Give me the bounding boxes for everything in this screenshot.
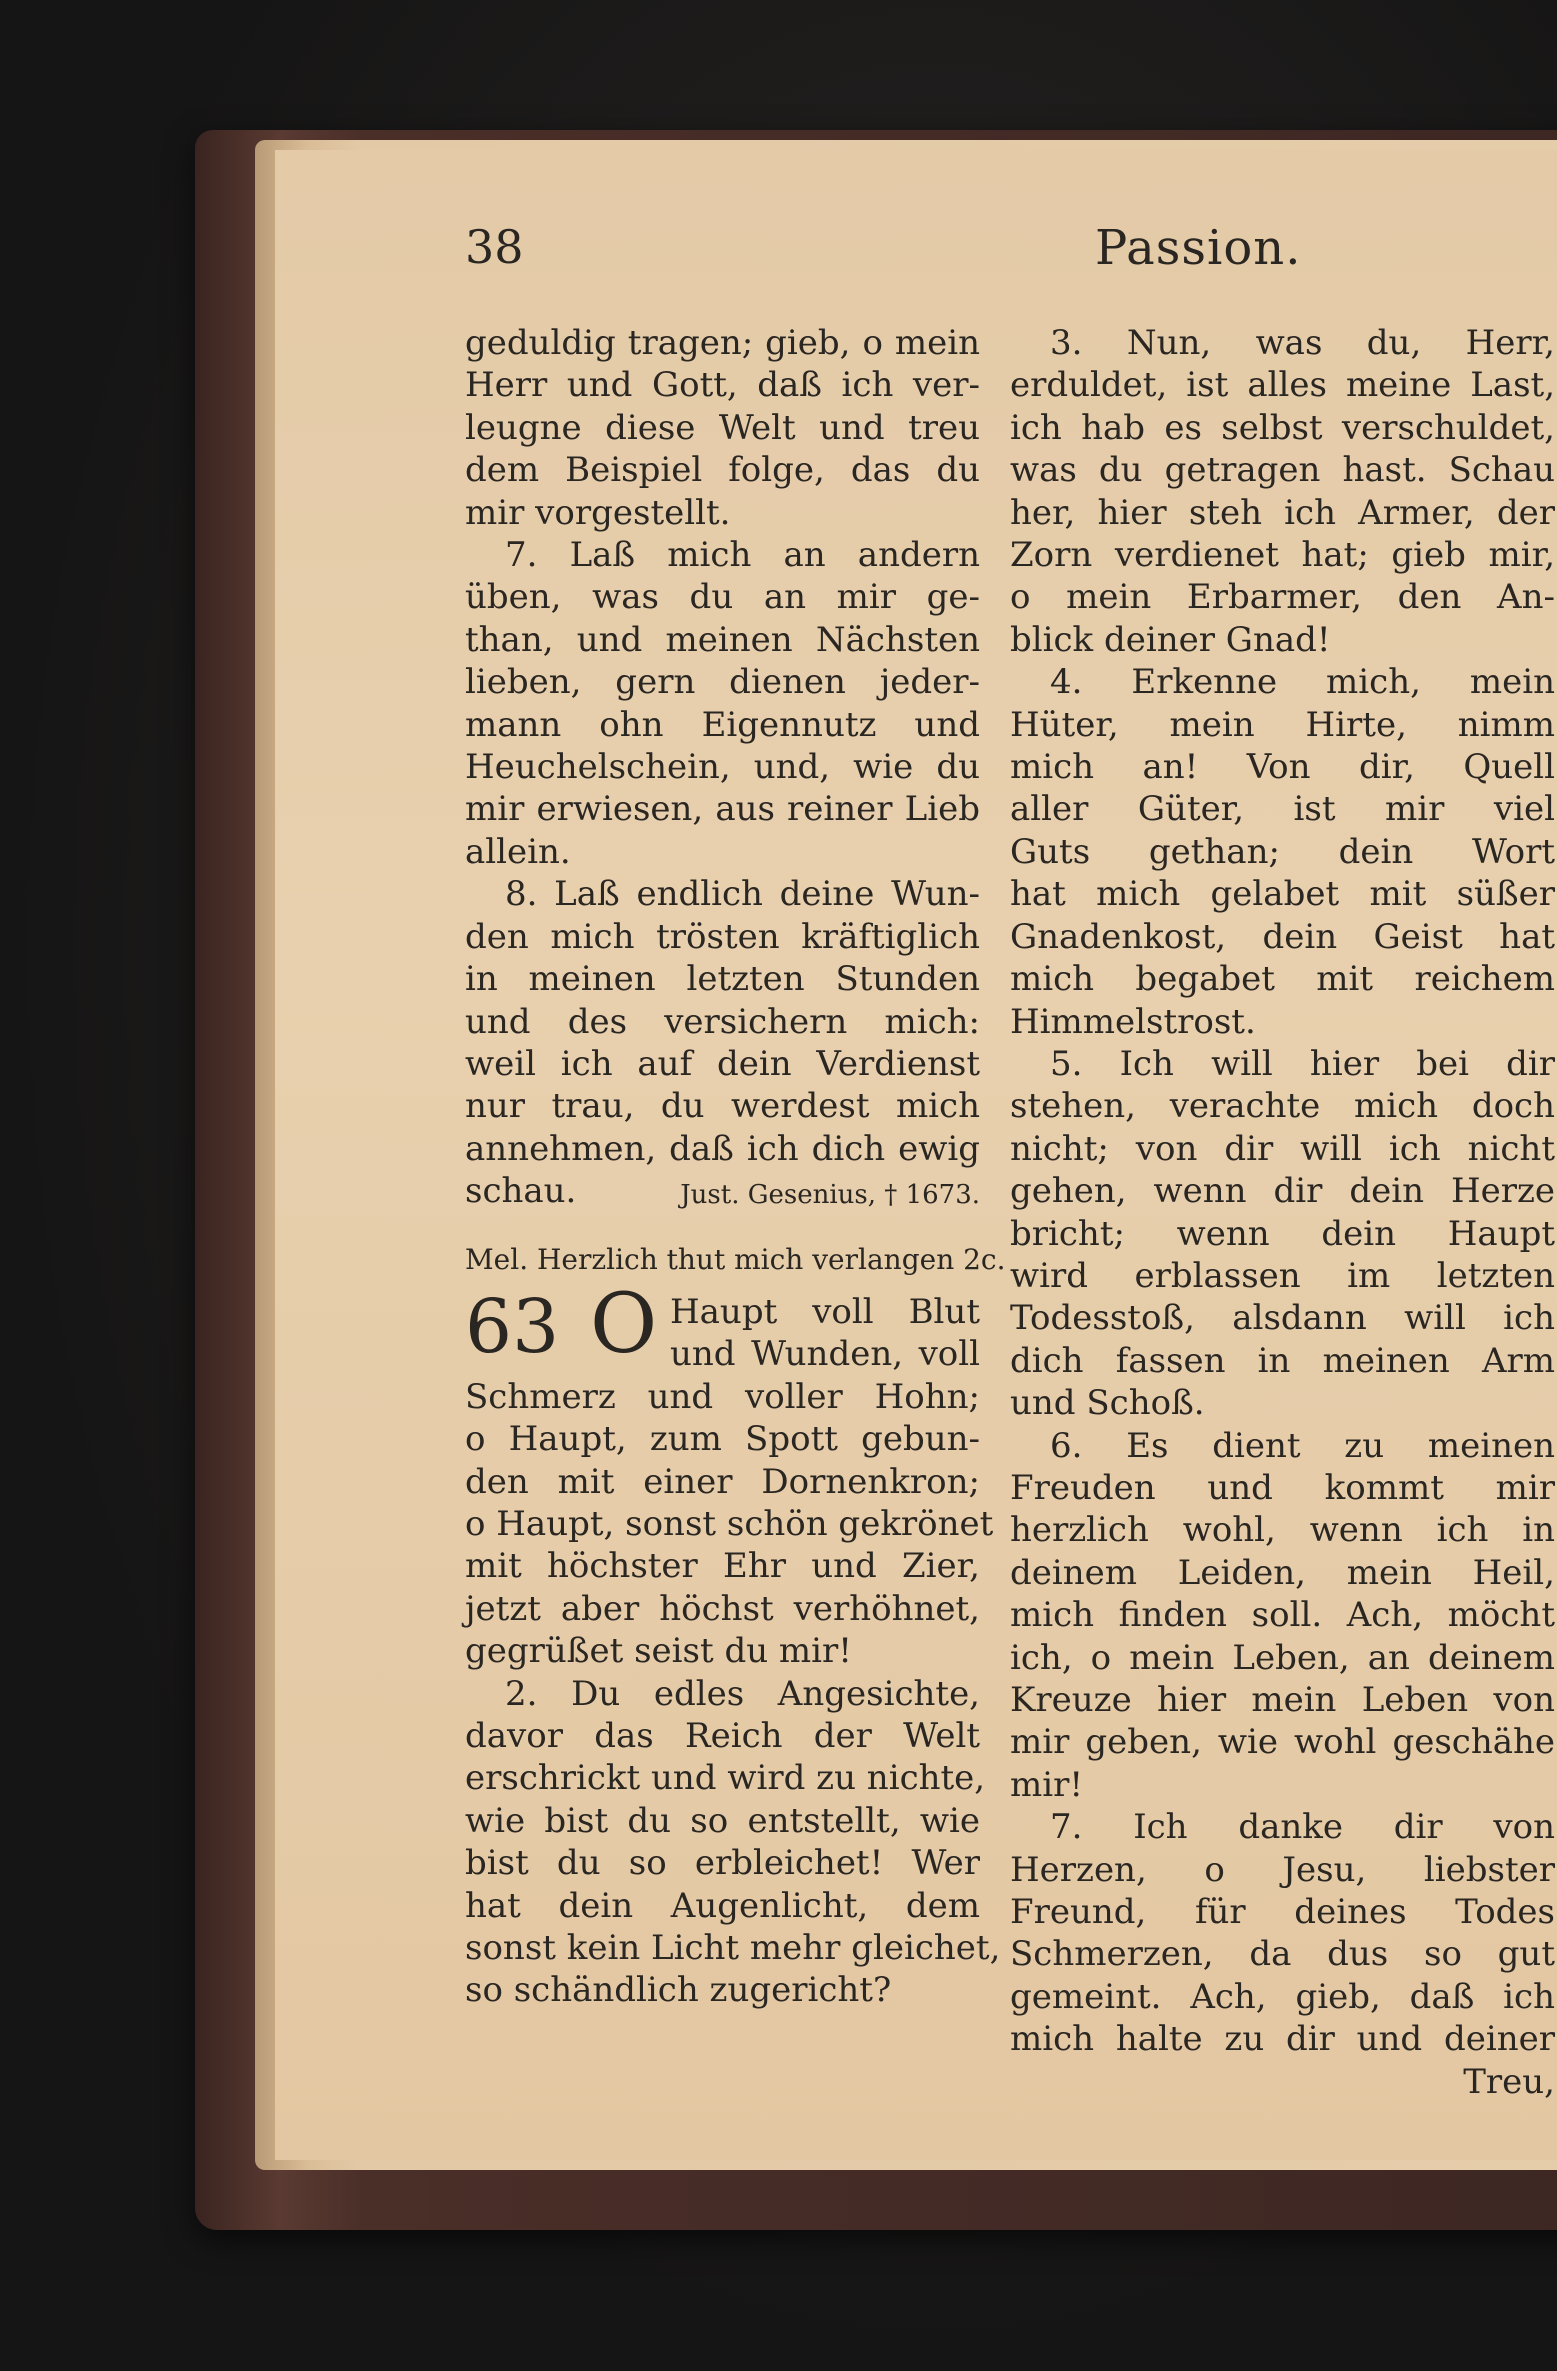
text-line: und Schoß. <box>1010 1383 1205 1424</box>
text-line: üben, was du an mir ge- <box>465 577 980 618</box>
text-line: geduldig tragen; gieb, o mein <box>465 323 980 363</box>
text-line: lieben, gern dienen jeder- <box>465 662 980 703</box>
text-line: mann ohn Eigennutz und <box>465 704 980 745</box>
text-line: Schmerz und voller Hohn; <box>465 1376 980 1417</box>
text-line: ich, o mein Leben, an deinem <box>1010 1637 1555 1678</box>
text-line: mich halte zu dir und deiner <box>1010 2019 1555 2060</box>
text-line: gegrüßet seist du mir! <box>465 1631 852 1672</box>
text-line: hat dein Augenlicht, dem <box>465 1885 980 1926</box>
text-line: nur trau, du werdest mich <box>465 1086 980 1127</box>
text-line: bricht; wenn dein Haupt <box>1010 1213 1555 1254</box>
text-line: ich hab es selbst verschuldet, <box>1010 407 1555 448</box>
verse-7 <box>465 534 980 873</box>
text-line: blick deiner Gnad! <box>1010 619 1331 660</box>
text-line: weil ich auf dein Verdienst <box>465 1043 980 1084</box>
text-line: aller Güter, ist mir viel <box>1010 789 1555 830</box>
text-line: bist du so erbleichet! Wer <box>465 1843 980 1884</box>
verse-8 <box>465 873 980 1212</box>
text-line: herzlich wohl, wenn ich in <box>1010 1510 1555 1551</box>
text-line: 6. Es dient zu meinen <box>1050 1425 1555 1466</box>
text-line: den mich trösten kräftiglich <box>465 916 980 957</box>
text-line: Todesstoß, alsdann will ich <box>1010 1298 1555 1339</box>
text-line: nicht; von dir will ich nicht <box>1010 1128 1555 1169</box>
text-line: mir erwiesen, aus reiner Lieb <box>465 789 980 830</box>
page-header <box>465 220 1555 310</box>
text-line: 4. Erkenne mich, mein <box>1050 662 1555 703</box>
verse-2 <box>465 1673 1001 2012</box>
text-line: stehen, verachte mich doch <box>1010 1086 1555 1127</box>
text-line: Gnadenkost, dein Geist hat <box>1010 916 1555 957</box>
book-page <box>275 150 1557 2160</box>
text-line: 5. Ich will hier bei dir <box>1050 1043 1555 1084</box>
text-line: 7. Laß mich an andern <box>505 535 980 576</box>
text-line: 7. Ich danke dir von <box>1050 1807 1555 1848</box>
text-line: so schändlich zugericht? <box>465 1970 892 2011</box>
text-line: Zorn verdienet hat; gieb mir, <box>1010 535 1555 576</box>
melody-line: Mel. Herzlich thut mich verlangen 2c. <box>465 1242 1006 1276</box>
page-number: 38 <box>465 220 524 274</box>
hymn-number: 63 <box>465 1283 560 1370</box>
text-line: gemeint. Ach, gieb, daß ich <box>1010 1976 1555 2017</box>
text-line: mir! <box>1010 1764 1084 1805</box>
text-line: o mein Erbarmer, den An- <box>1010 577 1555 618</box>
text-line: was du getragen hast. Schau <box>1010 450 1555 491</box>
text-line: mich an! Von dir, Quell <box>1010 747 1555 788</box>
verse-6 <box>1010 1425 1555 1807</box>
text-line: o Haupt, zum Spott gebun- <box>465 1419 980 1460</box>
text-line: davor das Reich der Welt <box>465 1716 980 1756</box>
verse-3 <box>1010 322 1555 661</box>
text-line: Freund, für deines Todes <box>1010 1892 1555 1933</box>
text-line: Haupt voll Blut <box>670 1291 980 1332</box>
text-line: dem Beispiel folge, das du <box>465 450 980 491</box>
text-line: 8. Laß endlich deine Wun- <box>505 874 980 915</box>
hymn-63 <box>465 1276 994 1673</box>
text-line: Guts gethan; dein Wort <box>1010 831 1555 872</box>
text-line: mit höchster Ehr und Zier, <box>465 1546 980 1587</box>
text-line: Schmerzen, da dus so gut <box>1010 1934 1555 1975</box>
text-line: leugne diese Welt und treu <box>465 407 980 448</box>
text-line: dich fassen in meinen Arm <box>1010 1340 1555 1381</box>
right-column <box>1010 322 1555 2103</box>
text-line: than, und meinen Nächsten <box>465 619 980 660</box>
text-line: Heuchelschein, und, wie du <box>465 747 980 788</box>
text-line: 2. Du edles Angesichte, <box>505 1673 980 1714</box>
hymn-attribution: Just. Gesenius, † 1673. <box>680 1180 980 1211</box>
text-line: mir vorgestellt. <box>465 492 731 533</box>
text-line: Freuden und kommt mir <box>1010 1467 1555 1508</box>
text-line: sonst kein Licht mehr gleichet, <box>465 1928 1001 1969</box>
text-line: in meinen letzten Stunden <box>465 959 980 1000</box>
left-column <box>465 322 1006 2012</box>
text-line: erschrickt und wird zu nichte, <box>465 1758 986 1799</box>
text-line: Herr und Gott, daß ich ver- <box>465 365 980 406</box>
text-line: und des versichern mich: <box>465 1001 980 1042</box>
text-line: jetzt aber höchst verhöhnet, <box>465 1588 980 1629</box>
text-line: Herzen, o Jesu, liebster <box>1010 1849 1555 1890</box>
drop-cap: O <box>590 1276 658 1372</box>
verse-5 <box>1010 1043 1555 1425</box>
hymn62-continuation <box>465 322 980 534</box>
text-line: mich finden soll. Ach, möcht <box>1010 1595 1555 1636</box>
running-title: Passion. <box>1095 220 1302 276</box>
text-line: allein. <box>465 831 571 872</box>
text-line: wie bist du so entstellt, wie <box>465 1800 980 1841</box>
text-line: 3. Nun, was du, Herr, <box>1050 323 1555 363</box>
text-line <box>465 1170 980 1212</box>
text-line: deinem Leiden, mein Heil, <box>1010 1552 1555 1593</box>
text-line: Hüter, mein Hirte, nimm <box>1010 704 1555 745</box>
text-line: her, hier steh ich Armer, der <box>1010 492 1555 533</box>
text-line: wird erblassen im letzten <box>1010 1255 1555 1296</box>
text-line: und Wunden, voll <box>670 1334 980 1375</box>
text-line: erduldet, ist alles meine Last, <box>1010 365 1555 406</box>
text-line: mir geben, wie wohl geschähe <box>1010 1722 1555 1763</box>
text-line: den mit einer Dornenkron; <box>465 1461 980 1502</box>
verse-4 <box>1010 661 1555 1043</box>
catchword: Treu, <box>1463 2061 1555 2102</box>
text-line-end: schau. <box>465 1171 577 1212</box>
text-line: mich begabet mit reichem <box>1010 959 1555 1000</box>
text-line: gehen, wenn dir dein Herze <box>1010 1171 1555 1212</box>
verse-7-right <box>1010 1806 1555 2103</box>
text-line: Himmelstrost. <box>1010 1001 1256 1042</box>
text-line: o Haupt, sonst schön gekrönet <box>465 1503 994 1544</box>
text-line: hat mich gelabet mit süßer <box>1010 874 1555 915</box>
text-line: annehmen, daß ich dich ewig <box>465 1128 980 1169</box>
text-line: Kreuze hier mein Leben von <box>1010 1680 1555 1720</box>
